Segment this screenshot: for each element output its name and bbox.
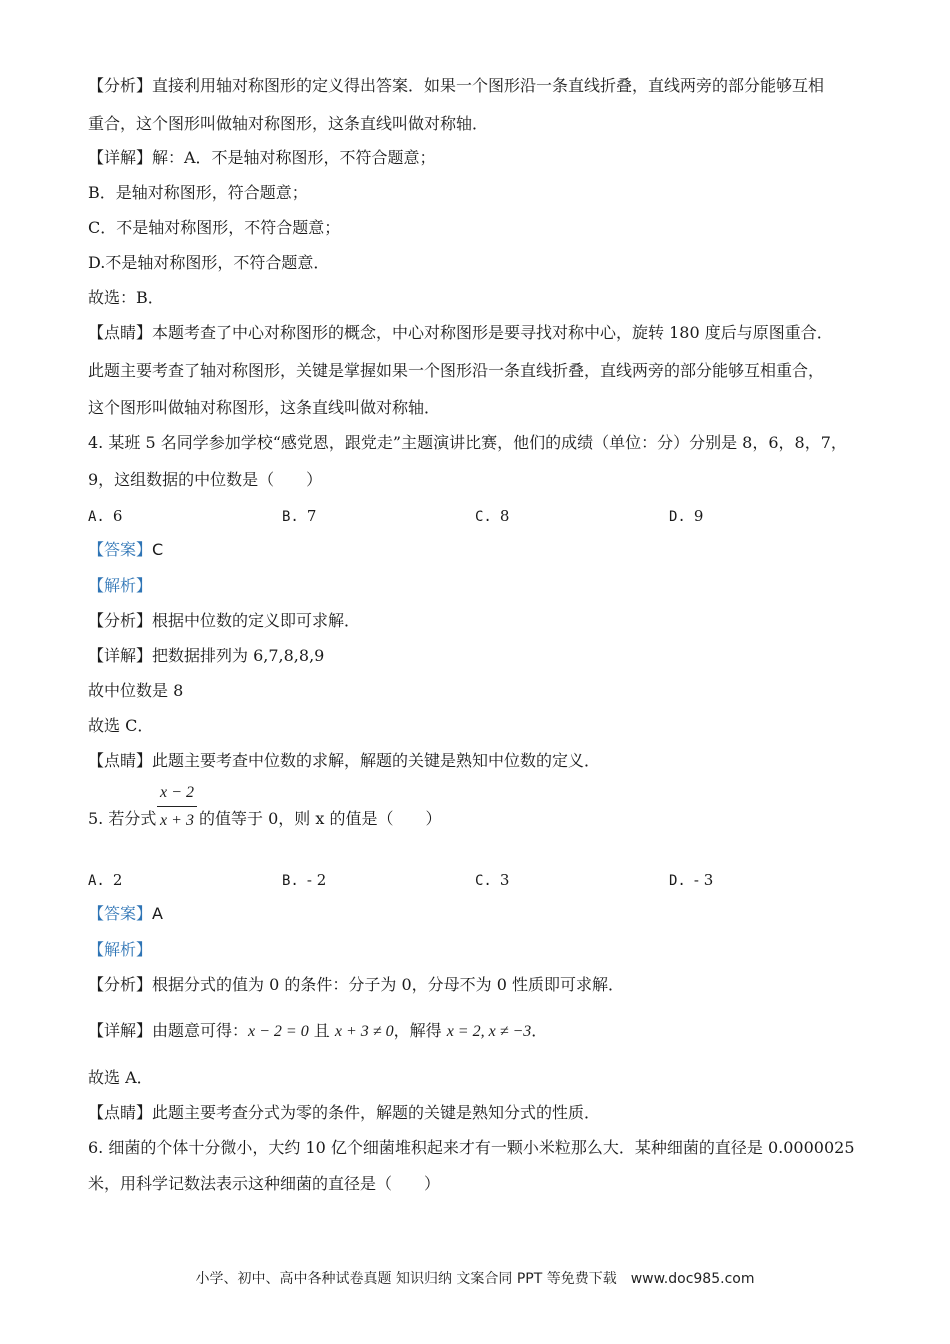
- text-line: 【分析】根据中位数的定义即可求解．: [88, 611, 361, 630]
- answer-tag: 【答案】: [88, 540, 153, 559]
- equation: x − 2 = 0: [248, 1023, 309, 1040]
- option-c: C. 3: [475, 871, 510, 889]
- question-5-suffix: 的值等于 0，则 x 的值是（ ）: [199, 809, 442, 828]
- text-line: 【详解】解：A．不是轴对称图形，不符合题意；: [88, 148, 436, 167]
- fraction: [157, 782, 197, 832]
- option-b: B. 7: [282, 507, 317, 525]
- analysis-tag: 【解析】: [88, 576, 153, 595]
- text-line: 故选：B．: [88, 288, 164, 307]
- question-5-prefix: 5. 若分式: [88, 809, 157, 828]
- text-line: 【分析】根据分式的值为 0 的条件：分子为 0，分母不为 0 性质即可求解．: [88, 975, 624, 994]
- question-4-stem: 9，这组数据的中位数是（ ）: [88, 470, 323, 489]
- answer-line: [88, 903, 890, 925]
- option-d: D. - 3: [669, 871, 714, 889]
- answer-tag: 【答案】: [88, 904, 153, 923]
- question-6-stem: 6. 细菌的个体十分微小，大约 10 亿个细菌堆积起来才有一颗小米粒那么大．某种细菌的直径是 0.0000025: [88, 1138, 855, 1157]
- fraction-denominator: x + 3: [160, 812, 194, 829]
- text-line: 这个图形叫做轴对称图形，这条直线叫做对称轴．: [88, 398, 441, 417]
- text-line: 【点睛】此题主要考查中位数的求解，解题的关键是熟知中位数的定义．: [88, 751, 601, 770]
- option-a: A. 6: [88, 507, 123, 525]
- text-line: 故中位数是 8: [88, 681, 184, 700]
- answer-line: [88, 539, 890, 561]
- equation: x = 2, x ≠ −3: [446, 1023, 532, 1040]
- analysis-tag: 【解析】: [88, 940, 153, 959]
- text-line: 【点睛】本题考查了中心对称图形的概念，中心对称图形是要寻找对称中心，旋转 180 度后与原图重合．: [88, 323, 833, 342]
- option-d: D. 9: [669, 507, 704, 525]
- text-line: D.不是轴对称图形，不符合题意．: [88, 253, 330, 272]
- page-footer: 小学、初中、高中各种试卷真题 知识归纳 文案合同 PPT 等免费下载 www.doc985.com: [195, 1271, 755, 1287]
- text-line: C．不是轴对称图形，不符合题意；: [88, 218, 341, 237]
- text-line: 【详解】把数据排列为 6,7,8,8,9: [88, 646, 325, 665]
- text-line: 此题主要考查了轴对称图形，关键是掌握如果一个图形沿一条直线折叠，直线两旁的部分能够互相重合，: [88, 361, 825, 380]
- equation: x + 3 ≠ 0: [334, 1023, 394, 1040]
- option-b: B. - 2: [282, 871, 327, 889]
- fraction-bar: [157, 806, 197, 807]
- option-c: C. 8: [475, 507, 510, 525]
- text-line: 重合，这个图形叫做轴对称图形，这条直线叫做对称轴．: [88, 114, 489, 133]
- text-line: B．是轴对称图形，符合题意；: [88, 183, 308, 202]
- fraction-numerator: x − 2: [160, 784, 194, 801]
- question-6-stem: 米，用科学记数法表示这种细菌的直径是（ ）: [88, 1174, 441, 1193]
- answer-value: C: [152, 540, 164, 559]
- text-line: 故选 C．: [88, 716, 154, 735]
- text-line: 【点睛】此题主要考查分式为零的条件，解题的关键是熟知分式的性质．: [88, 1103, 601, 1122]
- answer-value: A: [152, 904, 163, 923]
- option-a: A. 2: [88, 871, 123, 889]
- text-line: 【分析】直接利用轴对称图形的定义得出答案．如果一个图形沿一条直线折叠，直线两旁的部分能够互相: [88, 76, 825, 95]
- solution-line: 【详解】由题意可得：x − 2 = 0 且 x + 3 ≠ 0，解得 x = 2, x ≠ −3．: [88, 1021, 548, 1040]
- question-4-stem: 4. 某班 5 名同学参加学校“感党恩，跟党走”主题演讲比赛，他们的成绩（单位：分）分别是 8，6，8，7，: [88, 433, 847, 452]
- text-line: 故选 A．: [88, 1068, 153, 1087]
